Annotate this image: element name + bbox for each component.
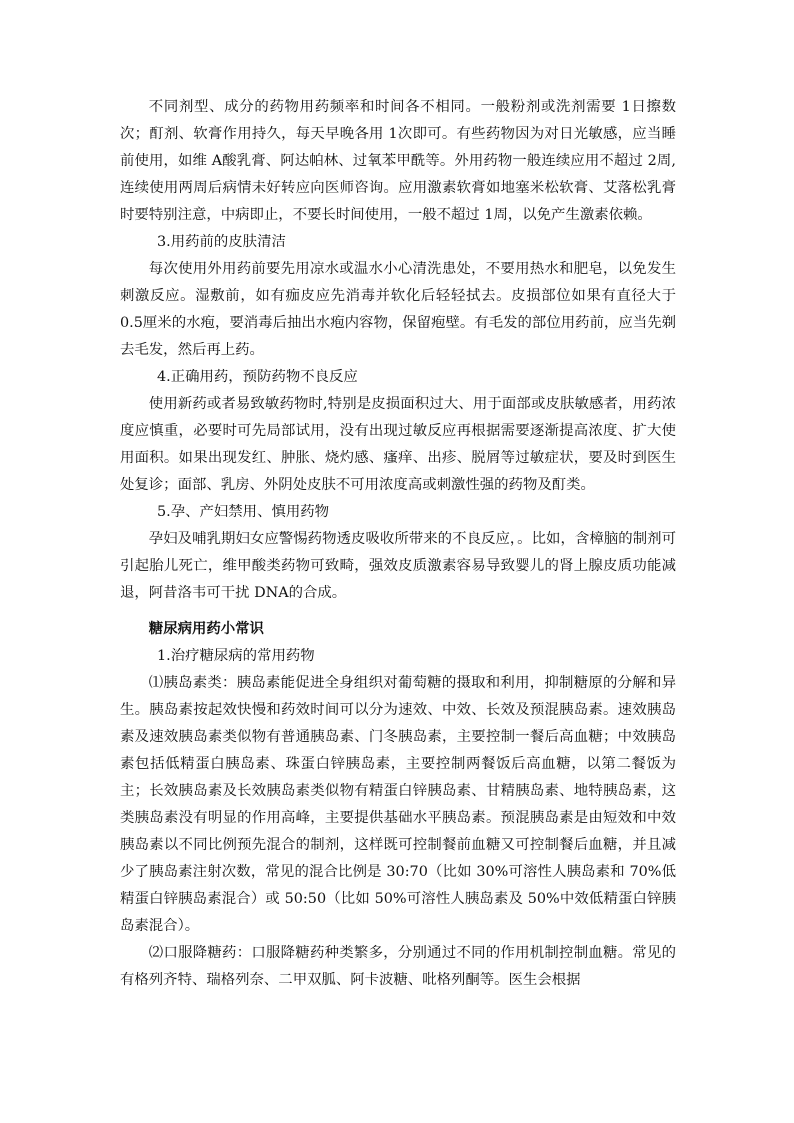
paragraph-correct-use: 使用新药或者易致敏药物时,特别是皮损面积过大、用于面部或皮肤敏感者，用药浓度应慎重，必要时可先局部试用，没有出现过敏反应再根据需要逐渐提高浓度、扩大使用面积。如果出现发红、肿胀、烧灼感、瘙痒、出疹、脱屑等过敏症状，要及时到医生处复诊；面部、乳房、外阴处皮肤不可用浓度高或刺激性强的药物及酊类。 — [120, 396, 676, 493]
heading-skin-cleaning: 3.用药前的皮肤清洁 — [157, 234, 286, 250]
paragraph-pregnancy: 孕妇及哺乳期妇女应警惕药物透皮吸收所带来的不良反应，。比如，含樟脑的制剂可引起胎儿死亡，维甲酸类药物可致畸，强效皮质激素容易导致婴儿的肾上腺皮质功能减退，阿昔洛韦可干扰 DNA的合成。 — [120, 531, 676, 601]
section-title-diabetes: 糖尿病用药小常识 — [148, 621, 264, 637]
paragraph-dosage-frequency: 不同剂型、成分的药物用药频率和时间各不相同。一般粉剂或洗剂需要 1日擦数次；酊剂、软膏作用持久，每天早晚各用 1次即可。有些药物因为对日光敏感，应当睡前使用，如维 A酸乳膏、阿达帕林、过氧苯甲酰等。外用药物一般连续应用不超过 2周,连续使用两周后病情未好转应向医师咨询。应用激素软膏如地塞米松软膏、艾落松乳膏时要特别注意，中病即止，不要长时间使用，一般不超过 1周，以免产生激素依赖。 — [120, 99, 676, 223]
heading-pregnancy: 5.孕、产妇禁用、慎用药物 — [157, 504, 330, 520]
section-gap — [120, 607, 676, 616]
document-body — [120, 94, 676, 994]
paragraph-oral-drugs: ⑵口服降糖药：口服降糖药种类繁多，分别通过不同的作用机制控制血糖。常见的有格列齐特、瑞格列奈、二甲双胍、阿卡波糖、吡格列酮等。医生会根据 — [120, 945, 676, 988]
paragraph-insulin: ⑴胰岛素类：胰岛素能促进全身组织对葡萄糖的摄取和利用，抑制糖原的分解和异生。胰岛素按起效快慢和药效时间可以分为速效、中效、长效及预混胰岛素。速效胰岛素及速效胰岛素类似物有普通胰岛素、门冬胰岛素，主要控制一餐后高血糖；中效胰岛素包括低精蛋白胰岛素、珠蛋白锌胰岛素，主要控制两餐饭后高血糖，以第二餐饭为主；长效胰岛素及长效胰岛素类似物有精蛋白锌胰岛素、甘精胰岛素、地特胰岛素，这类胰岛素没有明显的作用高峰，主要提供基础水平胰岛素。预混胰岛素是由短效和中效胰岛素以不同比例预先混合的制剂，这样既可控制餐前血糖又可控制餐后血糖，并且减少了胰岛素注射次数，常见的混合比例是 30:70（比如 30%可溶性人胰岛素和 70%低精蛋白锌胰岛素混合）或 50:50（比如 50%可溶性人胰岛素及 50%中效低精蛋白锌胰岛素混合）。 — [120, 675, 676, 934]
heading-correct-use: 4.正确用药，预防药物不良反应 — [157, 369, 358, 385]
paragraph-skin-cleaning: 每次使用外用药前要先用凉水或温水小心清洗患处，不要用热水和肥皂，以免发生刺激反应。湿敷前，如有痂皮应先消毒并软化后轻轻拭去。皮损部位如果有直径大于 0.5厘米的水疱，要消毒后抽出水疱内容物，保留疱壁。有毛发的部位用药前，应当先剃去毛发，然后再上药。 — [120, 261, 676, 358]
heading-common-drugs: 1.治疗糖尿病的常用药物 — [157, 648, 315, 664]
